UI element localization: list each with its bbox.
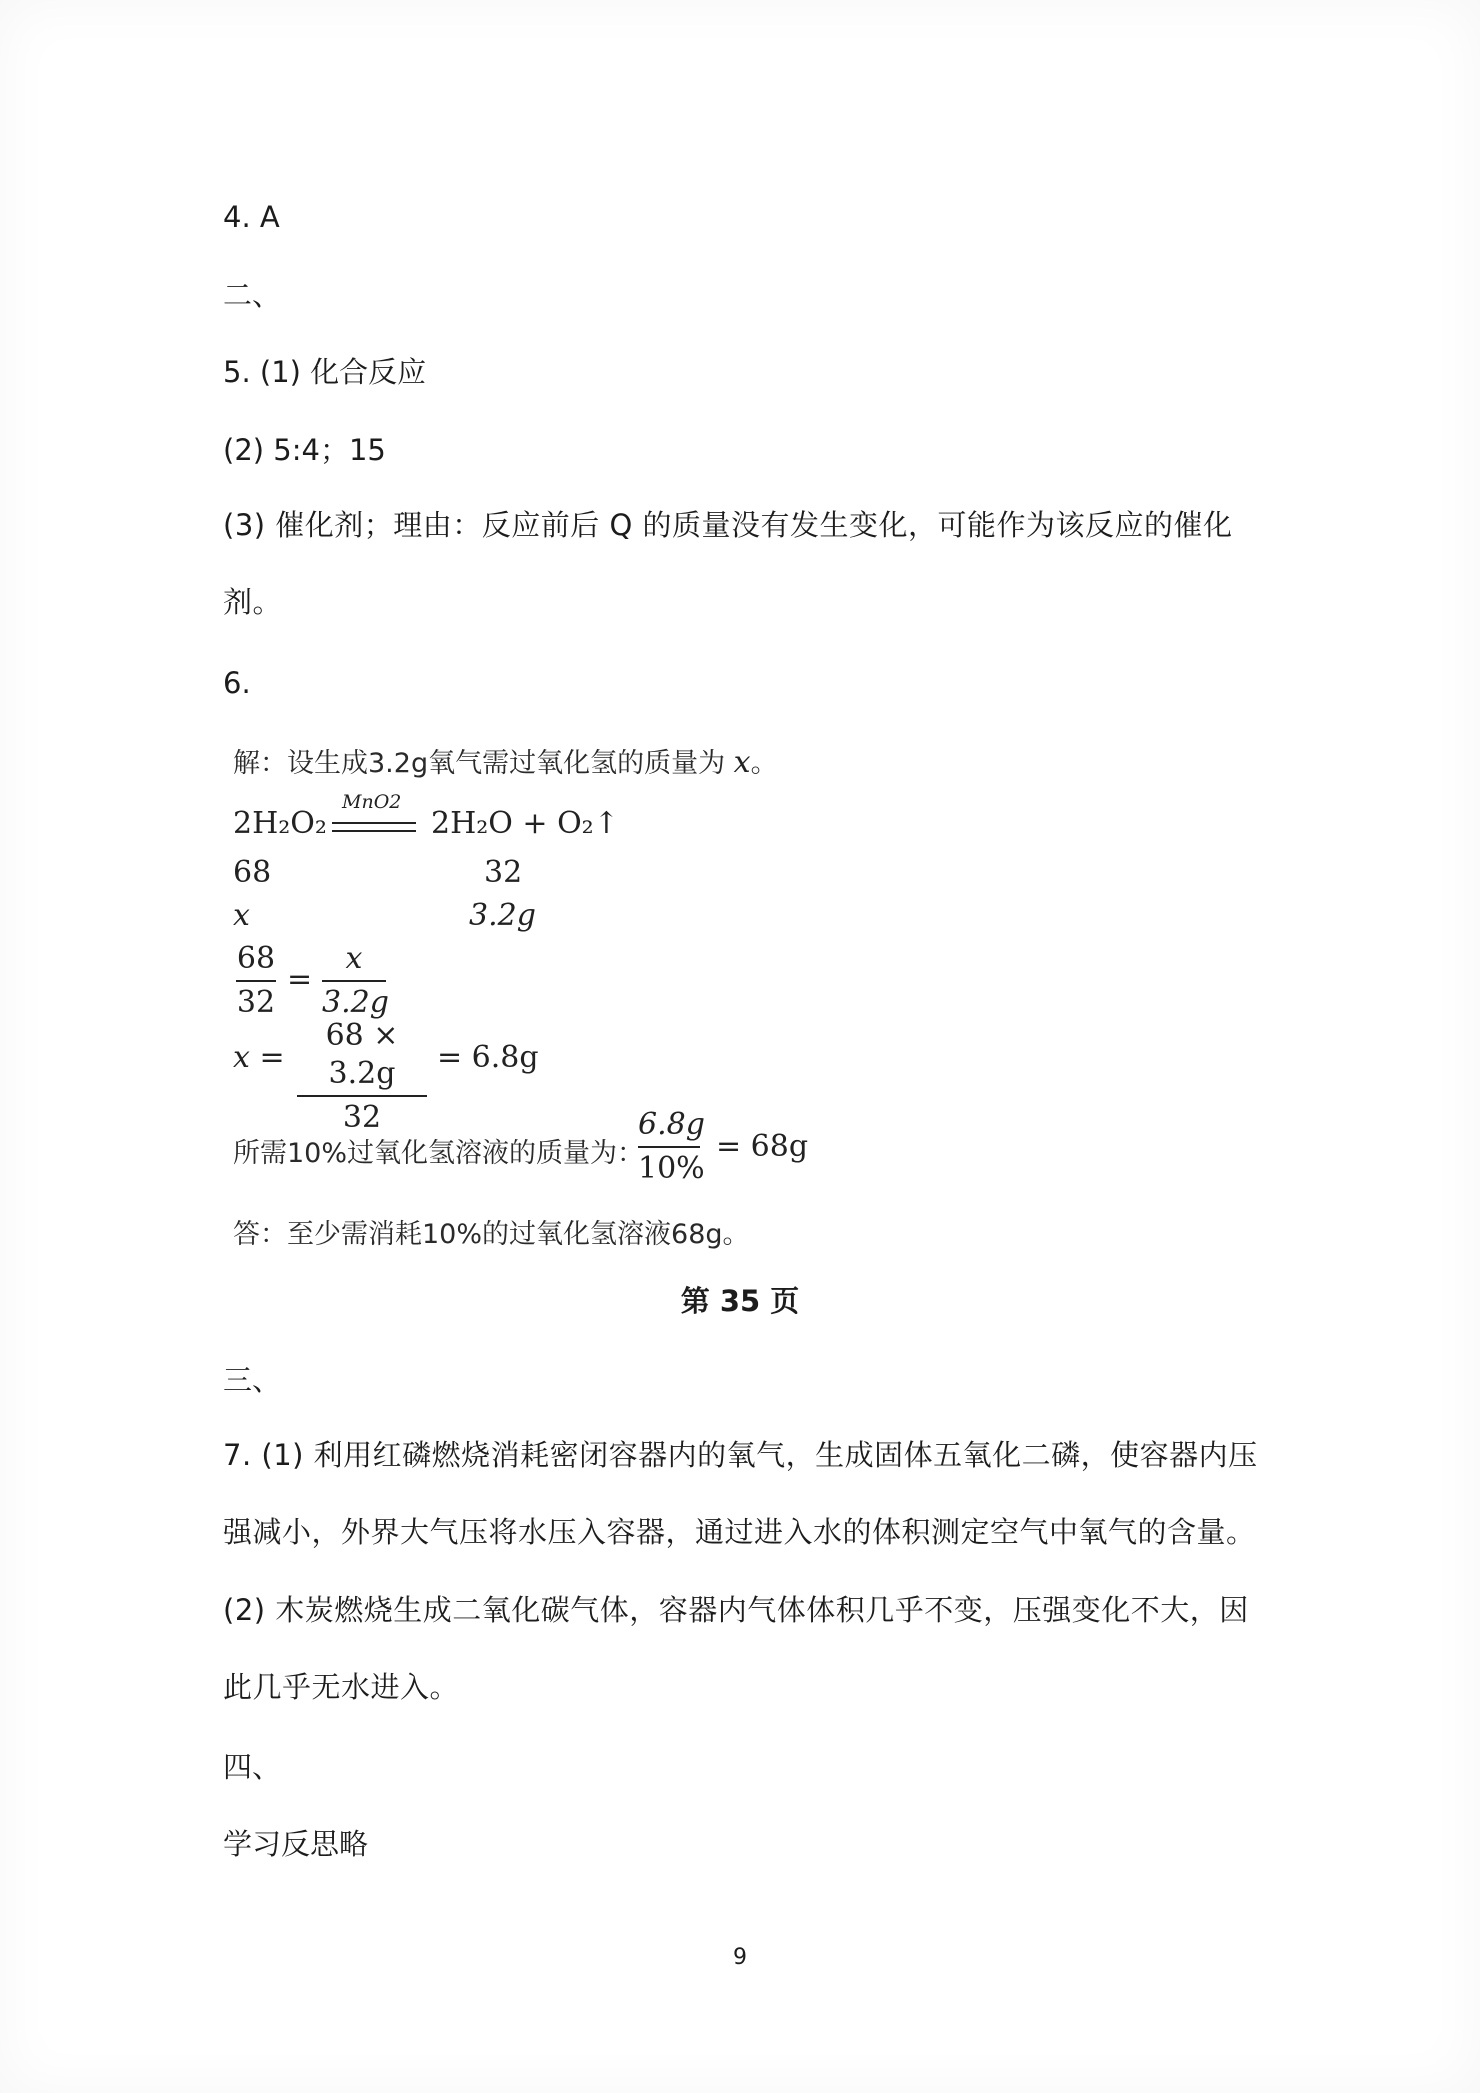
- answer-5-3: (3) 催化剂；理由：反应前后 Q 的质量没有发生变化，可能作为该反应的催化剂。: [223, 508, 1233, 619]
- section-three-heading: 三、: [223, 1363, 282, 1397]
- answer-7-1: 7. (1) 利用红磷燃烧消耗密闭容器内的氧气，生成固体五氧化二磷，使容器内压强减小，外界大气压将水压入容器，通过进入水的体积测定空气中氧气的含量。: [223, 1438, 1258, 1549]
- calc-denominator: 32: [342, 1100, 382, 1135]
- solution-result: = 68g: [716, 1129, 809, 1164]
- page-number: 9: [733, 1945, 747, 1970]
- solution-mass-label: 所需10%过氧化氢溶液的质量为：: [233, 1138, 645, 1169]
- answer-7-2: (2) 木炭燃烧生成二氧化碳气体，容器内气体体积几乎不变，压强变化不大，因此几乎无水进入。: [223, 1593, 1249, 1704]
- ratio-right-denominator: 3.2g: [322, 985, 389, 1020]
- page-heading: 第 35 页: [680, 1284, 800, 1318]
- calc-fraction: [297, 1017, 427, 1137]
- fraction-bar: [236, 980, 276, 982]
- solution-intro: [233, 741, 778, 780]
- calc-result: = 6.8g: [437, 1040, 539, 1075]
- final-answer: 答：至少需消耗10%的过氧化氢溶液68g。: [233, 1219, 750, 1250]
- fraction-bar: [638, 1146, 700, 1148]
- intro-text: 解：设生成3.2g氧气需过氧化氢的质量为: [233, 748, 734, 779]
- ratio-equals: =: [287, 962, 313, 997]
- right-known: 3.2g: [469, 898, 536, 933]
- fraction-bar: [297, 1095, 427, 1097]
- left-unknown: x: [233, 898, 250, 933]
- catalyst-label: MnO2: [342, 791, 402, 813]
- ratio-right-fraction: [322, 940, 389, 1022]
- intro-end: 。: [750, 748, 778, 779]
- ratio-left-numerator: 68: [236, 941, 276, 976]
- intro-variable: x: [733, 745, 751, 780]
- answer-4: 4. A: [223, 200, 280, 234]
- right-mass: 32: [484, 855, 523, 890]
- solution-fraction: [638, 1106, 705, 1188]
- answer-5-1: 5. (1) 化合反应: [223, 355, 427, 389]
- answer-6-label: 6.: [223, 666, 251, 700]
- solution-denominator: 10%: [638, 1151, 705, 1186]
- ratio-right-numerator: x: [345, 941, 363, 976]
- answer-5-2: (2) 5:4；15: [223, 433, 386, 467]
- reaction-left: 2H₂O₂: [233, 806, 327, 841]
- reflection-note: 学习反思略: [223, 1827, 369, 1861]
- calc-lhs: x =: [233, 1040, 285, 1075]
- ratio-left-fraction: [236, 940, 276, 1022]
- calc-numerator: 68 × 3.2g: [325, 1018, 399, 1091]
- ratio-left-denominator: 32: [236, 985, 276, 1020]
- fraction-bar: [322, 980, 386, 982]
- reaction-right: 2H₂O + O₂↑: [431, 806, 619, 841]
- solution-numerator: 6.8g: [638, 1107, 705, 1142]
- section-four-heading: 四、: [223, 1750, 282, 1784]
- left-mass: 68: [233, 855, 272, 890]
- reaction-arrow: [332, 822, 416, 832]
- section-two-heading: 二、: [223, 278, 282, 312]
